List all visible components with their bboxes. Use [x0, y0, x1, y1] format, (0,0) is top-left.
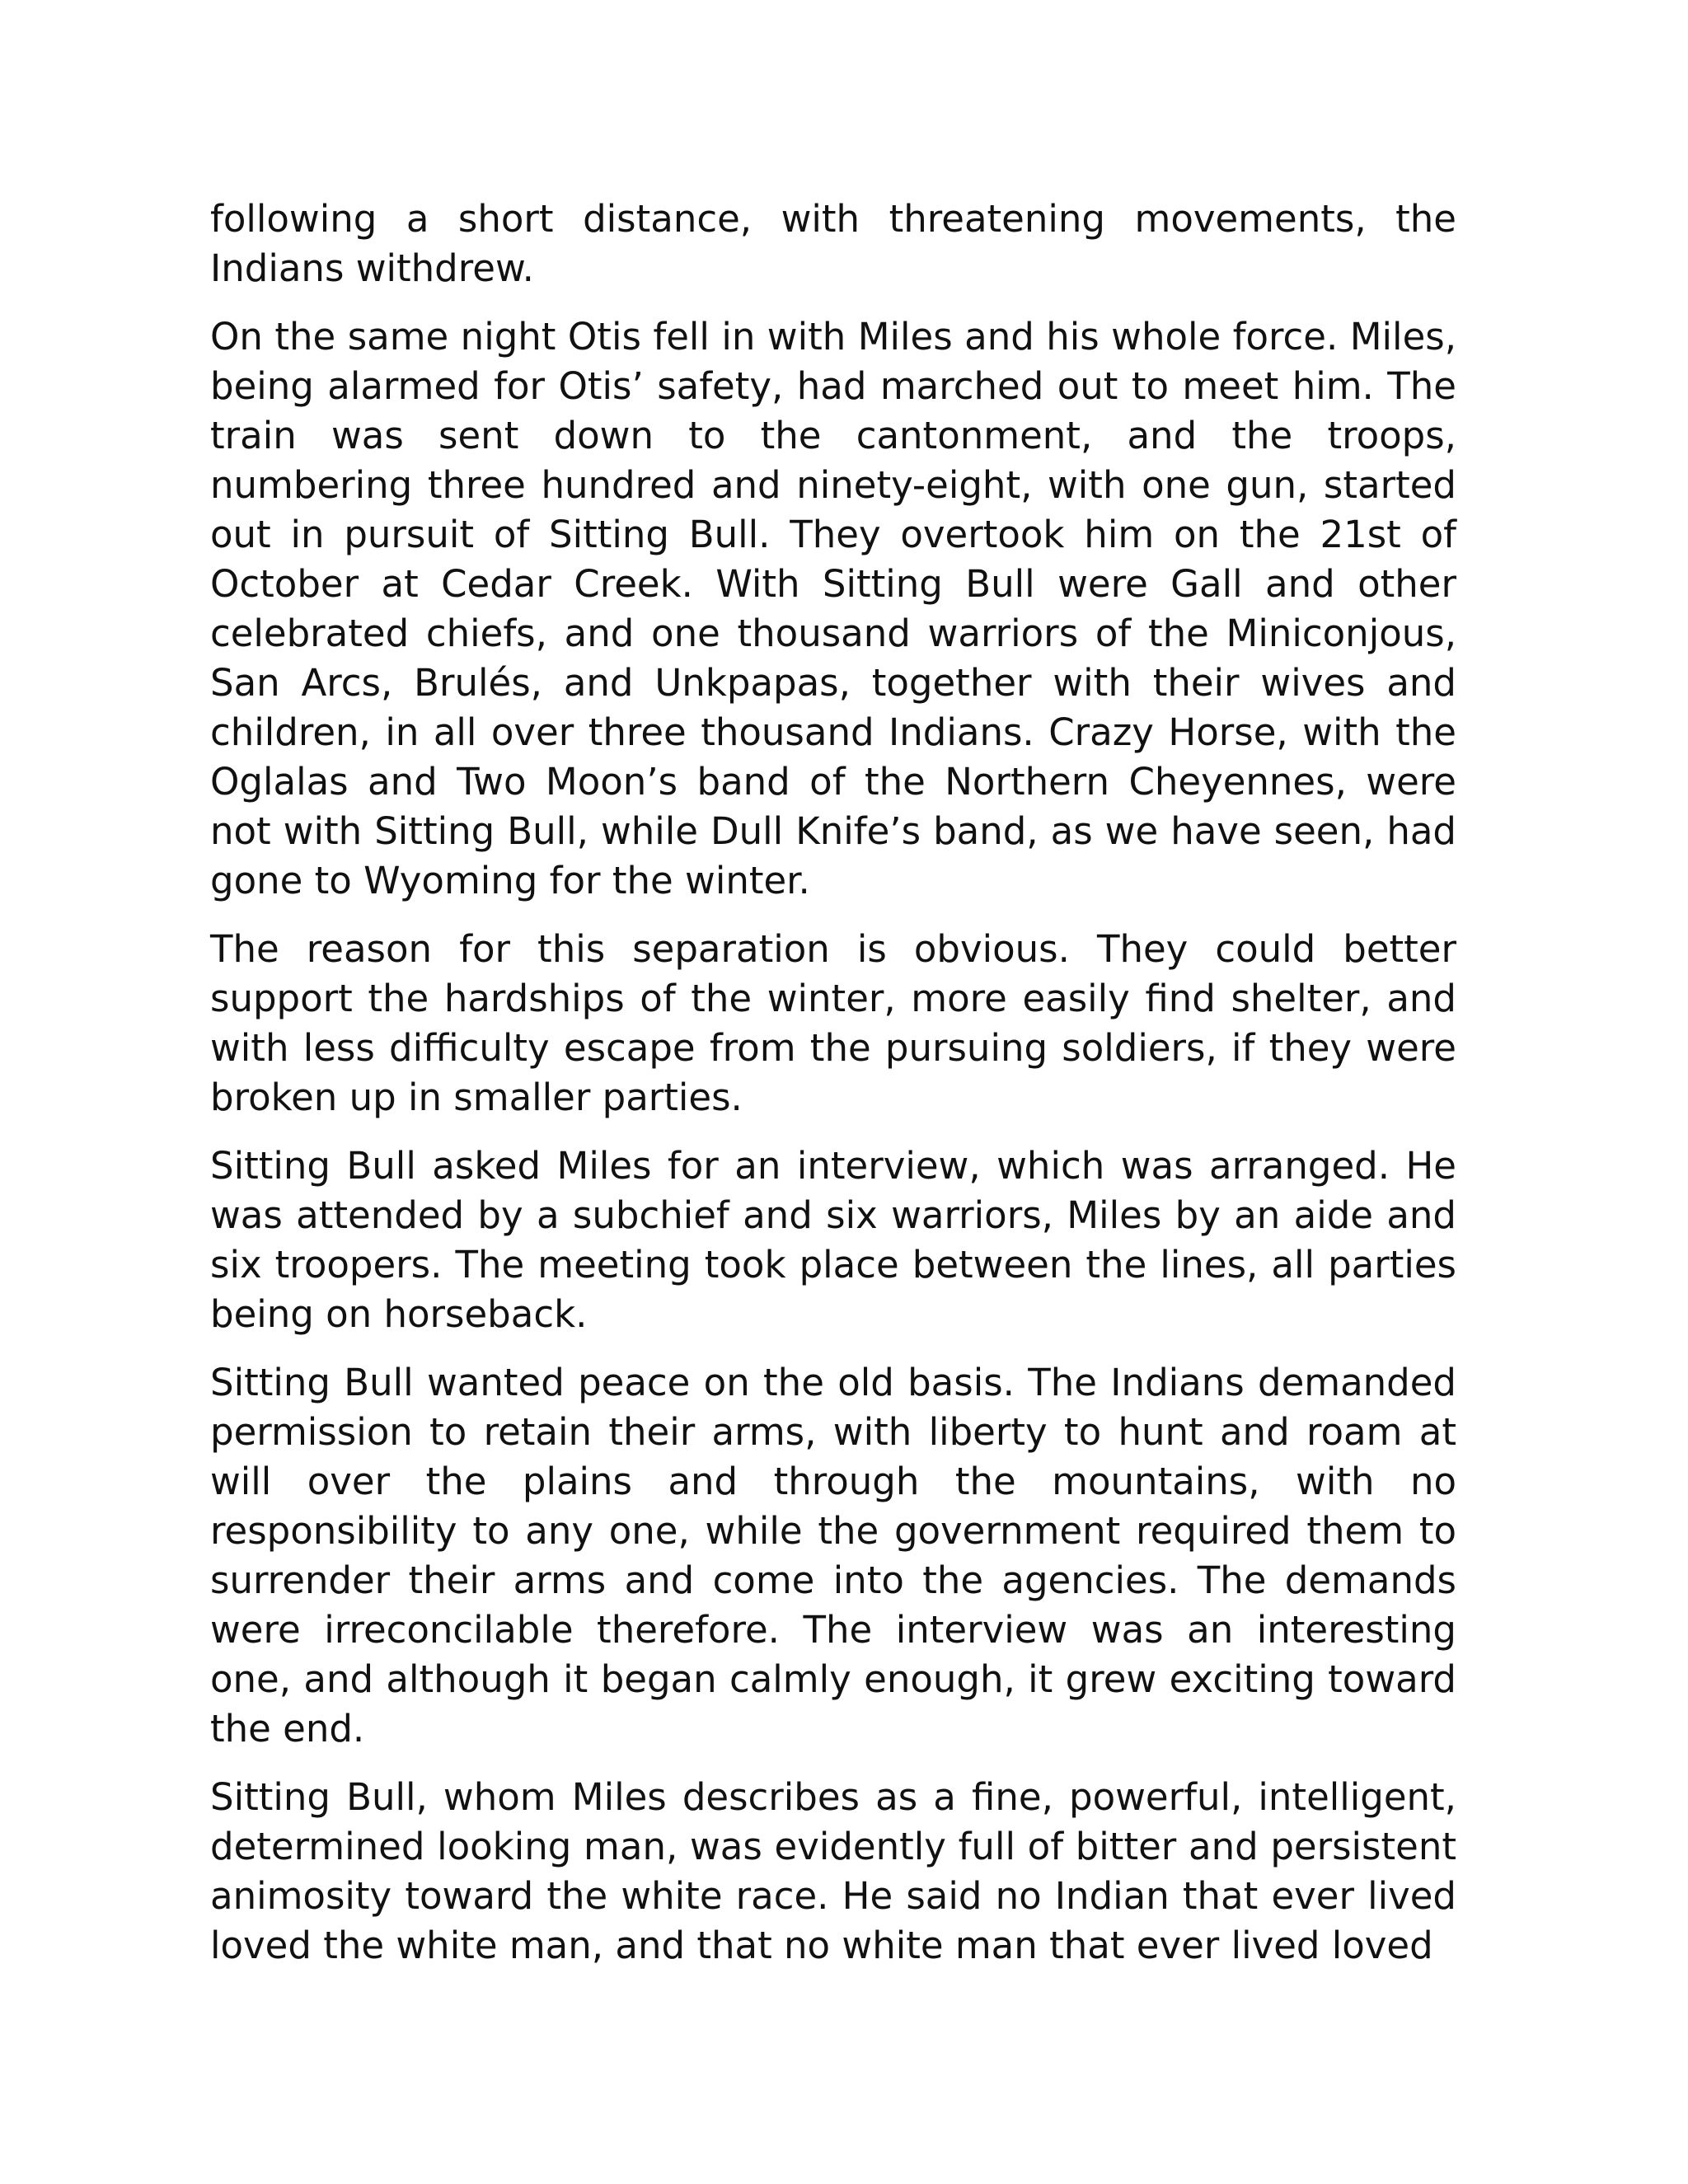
paragraph-4: Sitting Bull asked Miles for an interview, which was arranged. He was attended by a subchief and six warriors, Miles by an aide and six troopers. The meeting took place between the lines, all parties being on horseback. [210, 1144, 1456, 1336]
paragraph-1: following a short distance, with threatening movements, the Indians withdrew. [210, 197, 1456, 290]
paragraph-3: The reason for this separation is obvious. They could better support the hardships of the winter, more easily find shelter, and with less difficulty escape from the pursuing soldiers, if they were broken up in smaller parties. [210, 927, 1456, 1119]
paragraph-2: On the same night Otis fell in with Miles and his whole force. Miles, being alarmed for Otis’ safety, had marched out to meet him. The train was sent down to the cantonment, and the troops, numbering three hundred and ninety-eight, with one gun, started out in pursuit of Sitting Bull. They overtook him on the 21st of October at Cedar Creek. With Sitting Bull were Gall and other celebrated chiefs, and one thousand warriors of the Miniconjous, San Arcs, Brulés, and Unkpapas, together with their wives and children, in all over three thousand Indians. Crazy Horse, with the Oglalas and Two Moon’s band of the Northern Cheyennes, were not with Sitting Bull, while Dull Knife’s band, as we have seen, had gone to Wyoming for the winter. [210, 315, 1456, 902]
paragraph-6: Sitting Bull, whom Miles describes as a fine, powerful, intelligent, determined looking man, was evidently full of bitter and persistent animosity toward the white race. He said no Indian that ever lived loved the white man, and that no white man that ever lived loved [210, 1775, 1456, 1967]
body-text [210, 194, 1456, 1990]
paragraph-5: Sitting Bull wanted peace on the old basis. The Indians demanded permission to retain their arms, with liberty to hunt and roam at will over the plains and through the mountains, with no responsibility to any one, while the government required them to surrender their arms and come into the agencies. The demands were irreconcilable therefore. The interview was an interesting one, and although it began calmly enough, it grew exciting toward the end. [210, 1361, 1456, 1750]
